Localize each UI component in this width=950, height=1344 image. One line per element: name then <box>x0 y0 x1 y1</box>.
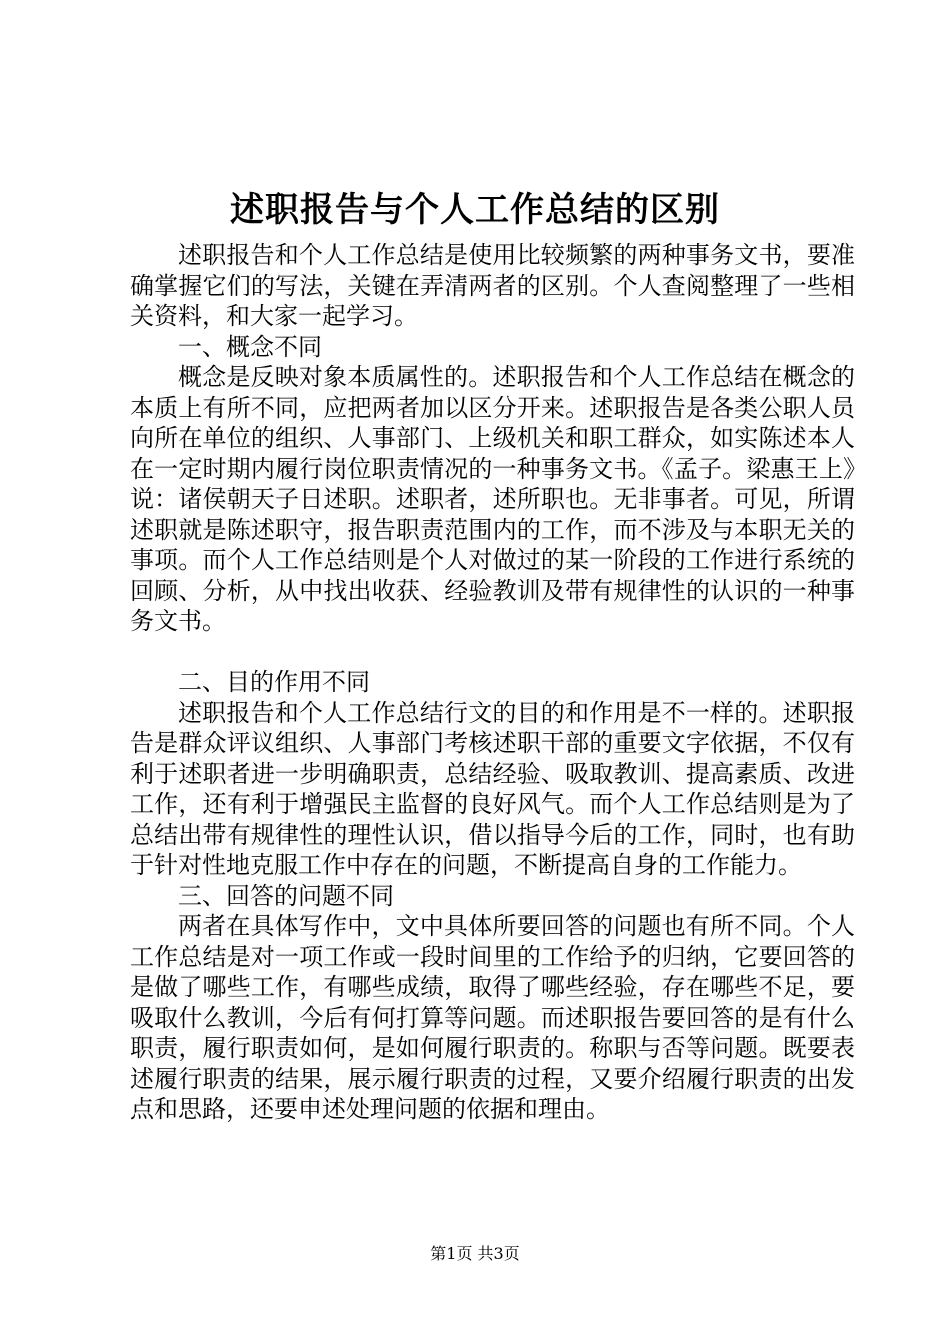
intro-paragraph: 述职报告和个人工作总结是使用比较频繁的两种事务文书，要准确掌握它们的写法，关键在弄清两者的区别。个人查阅整理了一些相关资料，和大家一起学习。 <box>130 241 855 330</box>
section-heading-questions: 三、回答的问题不同 <box>178 881 394 910</box>
section-body-questions: 两者在具体写作中，文中具体所要回答的问题也有所不同。个人工作总结是对一项工作或一段时间里的工作给予的归纳，它要回答的是做了哪些工作，有哪些成绩，取得了哪些经验，存在哪些不足，要吸取什么教训，今后有何打算等问题。而述职报告要回答的是有什么职责，履行职责如何，是如何履行职责的。称职与否等问题。既要表述履行职责的结果，展示履行职责的过程，又要介绍履行职责的出发点和思路，还要申述处理问题的依据和理由。 <box>130 912 855 1123</box>
section-body-concept: 概念是反映对象本质属性的。述职报告和个人工作总结在概念的本质上有所不同，应把两者加以区分开来。述职报告是各类公职人员向所在单位的组织、人事部门、上级机关和职工群众，如实陈述本人在一定时期内履行岗位职责情况的一种事务文书。《孟子。梁惠王上》说：诸侯朝天子日述职。述职者，述所职也。无非事者。可见，所谓述职就是陈述职守，报告职责范围内的工作，而不涉及与本职无关的事项。而个人工作总结则是个人对做过的某一阶段的工作进行系统的回顾、分析，从中找出收获、经验教训及带有规律性的认识的一种事务文书。 <box>130 363 855 635</box>
document-title: 述职报告与个人工作总结的区别 <box>230 190 720 230</box>
page-footer: 第1页 共3页 <box>430 1244 520 1263</box>
paragraph-spacer <box>130 637 855 668</box>
document-body <box>130 240 855 1125</box>
section-body-purpose: 述职报告和个人工作总结行文的目的和作用是不一样的。述职报告是群众评议组织、人事部门考核述职干部的重要文字依据，不仅有利于述职者进一步明确职责，总结经验、吸取教训、提高素质、改进工作，还有利于增强民主监督的良好风气。而个人工作总结则是为了总结出带有规律性的理性认识，借以指导今后的工作，同时，也有助于针对性地克服工作中存在的问题，不断提高自身的工作能力。 <box>130 698 855 879</box>
section-heading-purpose: 二、目的作用不同 <box>178 668 370 696</box>
section-heading-concept: 一、概念不同 <box>178 332 322 361</box>
